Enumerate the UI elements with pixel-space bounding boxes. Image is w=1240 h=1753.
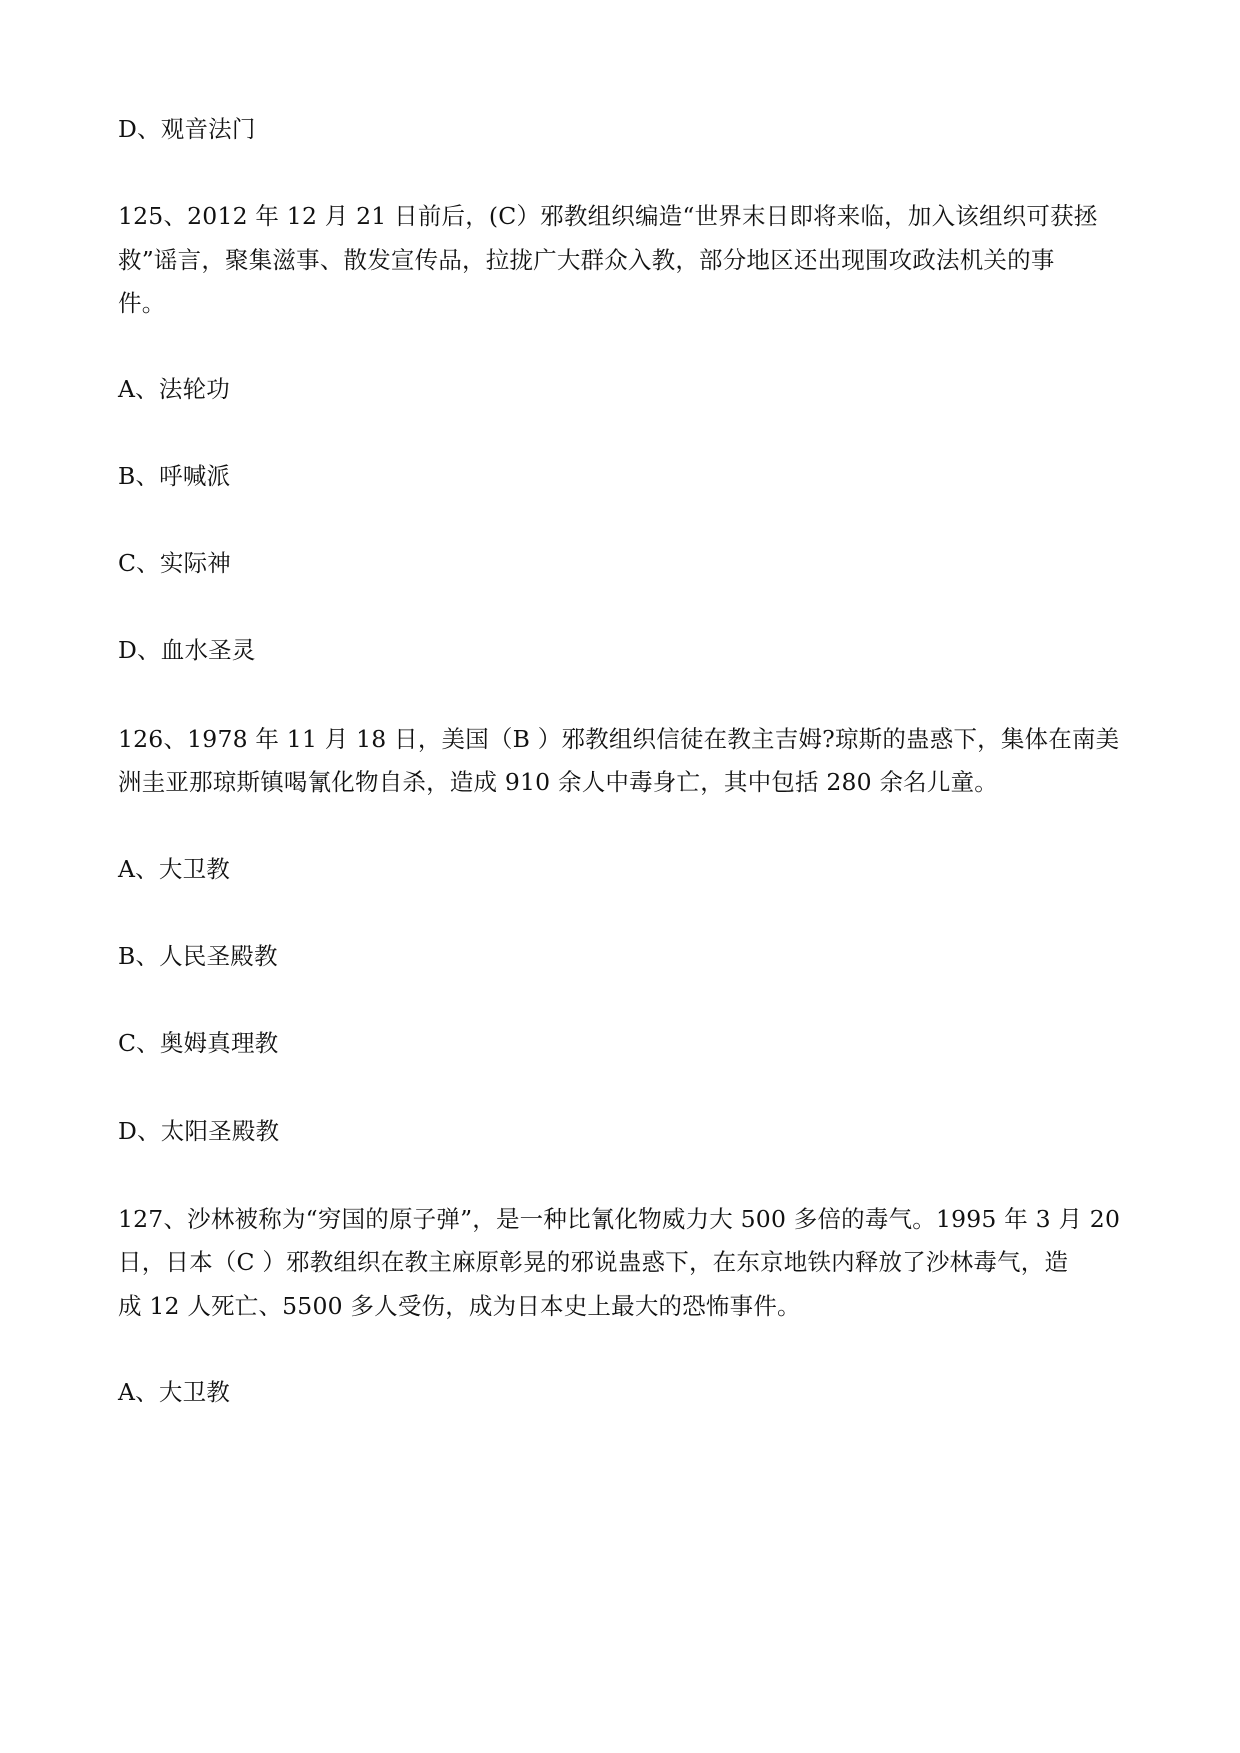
q125-text-line-3: 件。 bbox=[118, 289, 166, 317]
q125-text-line-2: 救”谣言，聚集滋事、散发宣传品，拉拢广大群众入教，部分地区还出现围攻政法机关的事 bbox=[118, 246, 1055, 274]
q127-text-line-2: 日，日本（C ）邪教组织在教主麻原彰晃的邪说蛊惑下，在东京地铁内释放了沙林毒气，造 bbox=[118, 1248, 1069, 1276]
q126-text-line-1: 126、1978 年 11 月 18 日，美国（B ）邪教组织信徒在教主吉姆?琼斯的蛊惑下，集体在南美 bbox=[118, 725, 1120, 753]
q127-text-line-3: 成 12 人死亡、5500 多人受伤，成为日本史上最大的恐怖事件。 bbox=[118, 1292, 801, 1320]
q125-text-line-1: 125、2012 年 12 月 21 日前后，(C）邪教组织编造“世界末日即将来临，加入该组织可获拯 bbox=[118, 202, 1098, 230]
q124-option-d: D、观音法门 bbox=[118, 115, 256, 143]
q125-option-c: C、实际神 bbox=[118, 549, 231, 577]
q125-option-d: D、血水圣灵 bbox=[118, 636, 256, 664]
q127-option-a: A、大卫教 bbox=[118, 1378, 230, 1406]
q125-option-a: A、法轮功 bbox=[118, 375, 230, 403]
q126-text-line-2: 洲圭亚那琼斯镇喝氰化物自杀，造成 910 余人中毒身亡，其中包括 280 余名儿童。 bbox=[118, 768, 998, 796]
q127-text-line-1: 127、沙林被称为“穷国的原子弹”，是一种比氰化物威力大 500 多倍的毒气。1995 年 3 月 20 bbox=[118, 1205, 1121, 1233]
q126-option-b: B、人民圣殿教 bbox=[118, 942, 278, 970]
q126-option-a: A、大卫教 bbox=[118, 855, 230, 883]
q126-option-c: C、奥姆真理教 bbox=[118, 1029, 279, 1057]
q126-option-d: D、太阳圣殿教 bbox=[118, 1117, 280, 1145]
q125-option-b: B、呼喊派 bbox=[118, 462, 231, 490]
